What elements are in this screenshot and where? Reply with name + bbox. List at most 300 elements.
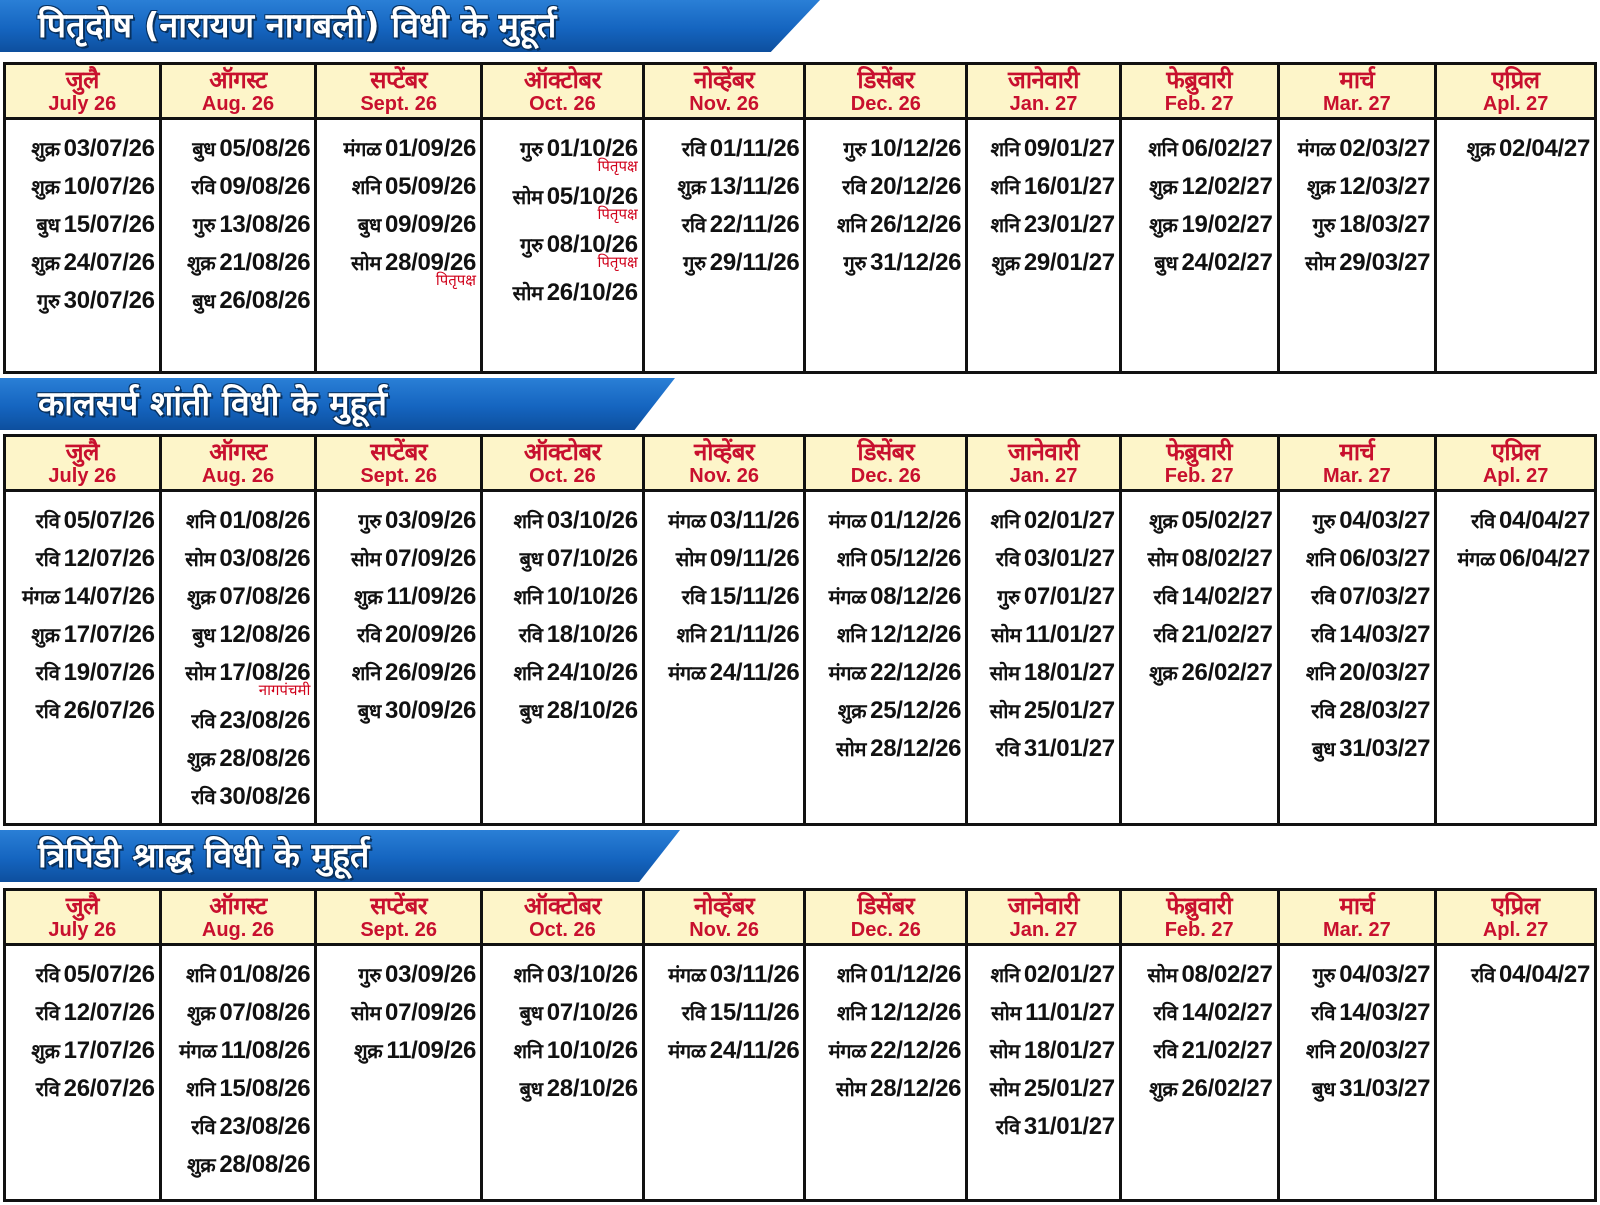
weekday-label: शुक्र <box>353 1039 383 1063</box>
muhurt-date-entry <box>166 282 311 320</box>
weekday-label: मंगळ <box>668 661 706 685</box>
month-name-english: Sept. 26 <box>360 93 438 115</box>
weekday-label: मंगळ <box>22 585 60 609</box>
date-value: 03/11/26 <box>709 961 800 988</box>
date-value: 29/11/26 <box>709 249 800 276</box>
muhurt-date-entry <box>487 1070 638 1108</box>
date-value: 15/11/26 <box>709 999 800 1026</box>
weekday-label: गुरु <box>843 137 867 161</box>
date-value: 18/10/26 <box>546 621 638 648</box>
muhurt-date-entry <box>487 274 638 312</box>
month-header <box>643 890 805 945</box>
weekday-label: सोम <box>350 547 382 571</box>
date-value: 24/02/27 <box>1181 249 1273 276</box>
month-dates-cell <box>805 491 967 825</box>
weekday-label: शनि <box>836 213 867 237</box>
weekday-label: बुध <box>357 699 382 723</box>
weekday-label: रवि <box>1311 585 1336 609</box>
month-name-english: Sept. 26 <box>360 465 438 487</box>
weekday-label: बुध <box>1312 737 1336 761</box>
date-value: 14/02/27 <box>1181 999 1273 1026</box>
date-value: 30/09/26 <box>385 697 477 724</box>
weekday-label: शुक्र <box>31 175 60 199</box>
weekday-label: शनि <box>990 213 1020 237</box>
muhurt-date-entry <box>487 654 638 692</box>
date-value: 11/01/27 <box>1025 621 1115 648</box>
weekday-label: शुक्र <box>677 175 706 199</box>
muhurt-date-entry <box>487 1032 638 1070</box>
weekday-label: मंगळ <box>668 963 706 987</box>
month-header <box>5 64 161 119</box>
muhurt-date-entry <box>810 692 961 730</box>
muhurt-date-entry <box>1126 206 1273 244</box>
muhurt-date-entry <box>1126 616 1273 654</box>
weekday-label: सोम <box>1147 963 1178 987</box>
weekday-label: शनि <box>836 963 867 987</box>
muhurt-date-entry <box>972 654 1115 692</box>
weekday-label: शुक्र <box>991 251 1020 275</box>
date-value: 12/12/26 <box>870 999 962 1026</box>
weekday-label: मंगळ <box>828 585 867 609</box>
date-value: 31/03/27 <box>1339 735 1431 762</box>
weekday-label: सोम <box>989 661 1020 685</box>
date-value: 13/11/26 <box>709 173 800 200</box>
date-note: पितृपक्ष <box>597 205 638 223</box>
date-note: पितृपक्ष <box>435 271 477 289</box>
muhurt-date-entry <box>972 244 1115 282</box>
date-value: 20/03/27 <box>1339 1037 1431 1064</box>
date-value: 22/11/26 <box>709 211 800 238</box>
weekday-label: शनि <box>990 963 1020 987</box>
muhurt-date-entry <box>10 956 155 994</box>
weekday-label: शनि <box>186 963 216 987</box>
weekday-label: सोम <box>989 1077 1020 1101</box>
month-dates-cell <box>1436 491 1596 825</box>
muhurt-date-entry <box>321 616 476 654</box>
muhurt-date-entry <box>166 616 311 654</box>
muhurt-date-entry <box>972 502 1115 540</box>
weekday-label: बुध <box>36 213 60 237</box>
muhurt-date-entry <box>10 1070 155 1108</box>
weekday-label: शुक्र <box>353 585 383 609</box>
month-dates-cell <box>482 491 644 825</box>
weekday-label: शनि <box>186 1077 216 1101</box>
month-header <box>160 436 316 491</box>
muhurt-date-entry <box>972 616 1115 654</box>
date-value: 29/01/27 <box>1023 249 1115 276</box>
month-dates-cell <box>1120 491 1278 825</box>
month-dates-cell <box>805 119 967 373</box>
date-value: 10/10/26 <box>546 1037 638 1064</box>
weekday-label: शुक्र <box>186 747 216 771</box>
date-value: 08/10/26 <box>546 231 638 258</box>
date-note: पितृपक्ष <box>597 157 638 175</box>
date-value: 28/09/26 <box>385 249 477 276</box>
month-header <box>967 436 1121 491</box>
weekday-label: रवि <box>35 699 60 723</box>
month-dates-cell <box>967 491 1121 825</box>
muhurt-date-entry <box>1284 994 1431 1032</box>
month-name-english: Feb. 27 <box>1164 919 1234 941</box>
date-value: 02/03/27 <box>1339 135 1431 162</box>
month-dates-cell <box>160 119 316 373</box>
muhurt-date-entry <box>649 168 800 206</box>
month-dates-cell <box>1120 945 1278 1201</box>
date-value: 24/11/26 <box>709 1037 800 1064</box>
date-value: 14/03/27 <box>1339 999 1431 1026</box>
muhurt-date-entry <box>321 130 476 168</box>
muhurt-date-entry <box>166 578 311 616</box>
month-name-marathi: एप्रिल <box>1491 438 1540 466</box>
muhurt-date-entry <box>1284 244 1431 282</box>
weekday-label: बुध <box>192 137 216 161</box>
section-title: त्रिपिंडी श्राद्ध विधी के मुहूर्त <box>38 836 370 876</box>
weekday-label: सोम <box>836 737 867 761</box>
month-name-english: Nov. 26 <box>689 919 759 941</box>
month-name-english: Nov. 26 <box>689 465 759 487</box>
date-value: 10/12/26 <box>870 135 962 162</box>
muhurt-date-entry <box>321 994 476 1032</box>
month-name-marathi: डिसेंबर <box>857 66 915 94</box>
muhurt-date-entry <box>1284 654 1431 692</box>
weekday-label: शनि <box>513 963 543 987</box>
muhurt-date-entry <box>810 206 961 244</box>
date-value: 15/07/26 <box>63 211 155 238</box>
muhurt-date-entry <box>649 1032 800 1070</box>
month-name-marathi: मार्च <box>1339 66 1375 94</box>
muhurt-date-entry <box>10 1032 155 1070</box>
weekday-label: रवि <box>191 785 216 809</box>
weekday-label: सोम <box>836 1077 867 1101</box>
muhurt-date-entry <box>321 502 476 540</box>
date-value: 20/09/26 <box>385 621 477 648</box>
weekday-label: शुक्र <box>1149 175 1178 199</box>
muhurt-date-entry <box>810 130 961 168</box>
muhurt-date-entry <box>972 1032 1115 1070</box>
muhurt-date-entry <box>487 692 638 730</box>
muhurt-date-entry <box>1126 654 1273 692</box>
date-value: 24/07/26 <box>63 249 155 276</box>
month-dates-cell <box>967 945 1121 1201</box>
date-value: 04/03/27 <box>1339 961 1431 988</box>
section-banner <box>0 0 820 52</box>
date-value: 11/09/26 <box>386 583 477 610</box>
muhurt-date-entry <box>1126 578 1273 616</box>
date-value: 14/03/27 <box>1339 621 1431 648</box>
weekday-label: शुक्र <box>31 137 60 161</box>
date-value: 12/02/27 <box>1181 173 1273 200</box>
month-name-marathi: डिसेंबर <box>857 892 915 920</box>
muhurt-table <box>3 888 1597 1202</box>
month-header-row <box>5 436 1596 491</box>
weekday-label: गुरु <box>37 289 60 313</box>
weekday-label: सोम <box>1147 547 1178 571</box>
date-value: 05/07/26 <box>63 961 155 988</box>
weekday-label: शनि <box>990 509 1020 533</box>
month-header <box>482 436 644 491</box>
muhurt-date-entry <box>321 206 476 244</box>
weekday-label: सोम <box>185 661 216 685</box>
weekday-label: सोम <box>350 1001 382 1025</box>
month-name-marathi: सप्टेंबर <box>370 438 428 466</box>
muhurt-date-entry <box>10 692 155 730</box>
date-value: 25/12/26 <box>870 697 962 724</box>
muhurt-date-entry <box>487 956 638 994</box>
month-name-english: Mar. 27 <box>1322 93 1391 115</box>
month-name-marathi: जुलै <box>65 66 99 94</box>
muhurt-date-entry <box>810 540 961 578</box>
date-value: 01/08/26 <box>219 961 311 988</box>
muhurt-date-entry <box>10 616 155 654</box>
weekday-label: रवि <box>1153 1039 1178 1063</box>
month-header <box>1436 436 1596 491</box>
month-header <box>1278 436 1436 491</box>
date-value: 28/12/26 <box>870 735 962 762</box>
muhurt-date-entry <box>1126 1032 1273 1070</box>
muhurt-date-entry <box>972 168 1115 206</box>
weekday-label: रवि <box>1153 1001 1178 1025</box>
muhurt-date-entry <box>649 994 800 1032</box>
weekday-label: शनि <box>990 137 1020 161</box>
month-dates-cell <box>5 119 161 373</box>
muhurt-date-entry <box>1284 956 1431 994</box>
date-value: 21/08/26 <box>219 249 311 276</box>
month-name-marathi: ऑक्टोबर <box>523 892 601 920</box>
muhurt-date-entry <box>810 730 961 768</box>
muhurt-date-entry <box>649 540 800 578</box>
month-name-english: Feb. 27 <box>1164 93 1234 115</box>
muhurt-date-entry <box>166 206 311 244</box>
muhurt-date-entry <box>1126 168 1273 206</box>
month-name-english: Sept. 26 <box>360 919 438 941</box>
month-dates-cell <box>316 945 482 1201</box>
month-header <box>1278 64 1436 119</box>
month-name-english: Jan. 27 <box>1009 919 1078 941</box>
weekday-label: मंगळ <box>343 137 382 161</box>
date-value: 24/10/26 <box>546 659 638 686</box>
weekday-label: बुध <box>357 213 382 237</box>
month-name-marathi: जानेवारी <box>1008 438 1079 466</box>
muhurt-date-entry <box>972 540 1115 578</box>
weekday-label: सोम <box>512 281 543 305</box>
date-value: 21/11/26 <box>709 621 800 648</box>
muhurt-date-entry <box>810 1032 961 1070</box>
weekday-label: शनि <box>836 547 867 571</box>
muhurt-date-entry <box>810 502 961 540</box>
date-value: 03/10/26 <box>546 507 638 534</box>
date-value: 08/02/27 <box>1181 961 1273 988</box>
month-header <box>482 890 644 945</box>
date-value: 30/08/26 <box>219 783 311 810</box>
date-value: 05/10/26 <box>546 183 638 210</box>
month-dates-cell <box>643 945 805 1201</box>
weekday-label: रवि <box>995 737 1020 761</box>
month-name-marathi: मार्च <box>1339 892 1375 920</box>
muhurt-date-entry <box>1284 730 1431 768</box>
muhurt-date-entry <box>1126 1070 1273 1108</box>
month-header <box>482 64 644 119</box>
weekday-label: बुध <box>519 547 543 571</box>
date-value: 12/03/27 <box>1339 173 1431 200</box>
weekday-label: शुक्र <box>31 623 60 647</box>
weekday-label: रवि <box>1311 623 1336 647</box>
weekday-label: बुध <box>519 1001 543 1025</box>
weekday-label: रवि <box>1311 699 1336 723</box>
date-value: 26/02/27 <box>1181 1075 1273 1102</box>
date-value: 12/12/26 <box>870 621 962 648</box>
weekday-label: सोम <box>675 547 706 571</box>
muhurt-date-entry <box>810 168 961 206</box>
section-banner <box>0 378 675 430</box>
date-value: 28/10/26 <box>546 1075 638 1102</box>
date-value: 07/10/26 <box>546 545 638 572</box>
muhurt-date-entry <box>166 1146 311 1184</box>
date-value: 16/01/27 <box>1023 173 1115 200</box>
muhurt-date-entry <box>649 956 800 994</box>
weekday-label: सोम <box>991 623 1022 647</box>
weekday-label: रवि <box>191 1115 216 1139</box>
muhurt-date-entry <box>1126 502 1273 540</box>
muhurt-date-entry <box>1126 994 1273 1032</box>
date-value: 26/09/26 <box>385 659 477 686</box>
muhurt-date-entry <box>1284 1032 1431 1070</box>
month-dates-cell <box>1436 945 1596 1201</box>
muhurt-date-entry <box>810 244 961 282</box>
month-header <box>643 436 805 491</box>
month-name-marathi: ऑगस्ट <box>209 438 267 466</box>
month-header-row <box>5 890 1596 945</box>
date-value: 22/12/26 <box>870 1037 962 1064</box>
date-value: 05/02/27 <box>1181 507 1273 534</box>
muhurt-date-entry <box>649 616 800 654</box>
muhurt-date-entry <box>166 1108 311 1146</box>
muhurt-date-entry <box>1126 540 1273 578</box>
month-name-marathi: जानेवारी <box>1008 892 1079 920</box>
month-name-english: Jan. 27 <box>1009 465 1078 487</box>
date-value: 07/10/26 <box>546 999 638 1026</box>
muhurt-date-entry <box>10 654 155 692</box>
weekday-label: शनि <box>836 623 867 647</box>
date-value: 04/04/27 <box>1498 507 1590 534</box>
weekday-label: मंगळ <box>179 1039 217 1063</box>
weekday-label: शनि <box>513 585 543 609</box>
weekday-label: रवि <box>1471 509 1495 533</box>
date-value: 05/09/26 <box>385 173 477 200</box>
date-value: 14/02/27 <box>1181 583 1273 610</box>
dates-row <box>5 945 1596 1201</box>
weekday-label: शनि <box>836 1001 867 1025</box>
month-header <box>316 64 482 119</box>
month-header <box>1120 436 1278 491</box>
date-value: 29/03/27 <box>1339 249 1431 276</box>
muhurt-date-entry <box>166 540 311 578</box>
date-value: 30/07/26 <box>63 287 155 314</box>
muhurt-date-entry <box>649 654 800 692</box>
month-name-marathi: नोव्हेंबर <box>693 892 755 920</box>
muhurt-date-entry <box>321 578 476 616</box>
month-dates-cell <box>643 119 805 373</box>
month-name-marathi: फेब्रुवारी <box>1166 892 1233 920</box>
month-name-marathi: एप्रिल <box>1491 66 1540 94</box>
muhurt-date-entry <box>649 130 800 168</box>
muhurt-date-entry <box>10 502 155 540</box>
weekday-label: शनि <box>1148 137 1178 161</box>
muhurt-date-entry <box>10 206 155 244</box>
date-value: 01/11/26 <box>709 135 800 162</box>
weekday-label: शुक्र <box>1149 1077 1178 1101</box>
month-name-english: Dec. 26 <box>850 465 921 487</box>
weekday-label: शुक्र <box>1306 175 1336 199</box>
month-name-marathi: जुलै <box>65 438 99 466</box>
month-header <box>643 64 805 119</box>
weekday-label: मंगळ <box>828 509 867 533</box>
date-value: 03/09/26 <box>385 961 477 988</box>
month-name-english: Nov. 26 <box>689 93 759 115</box>
date-value: 23/08/26 <box>219 707 311 734</box>
muhurt-date-entry <box>10 540 155 578</box>
weekday-label: गुरु <box>520 137 543 161</box>
month-header <box>967 890 1121 945</box>
date-value: 07/01/27 <box>1023 583 1115 610</box>
muhurt-date-entry <box>972 578 1115 616</box>
weekday-label: शुक्र <box>1149 661 1178 685</box>
muhurt-date-entry <box>321 540 476 578</box>
muhurt-date-entry <box>10 130 155 168</box>
date-value: 01/08/26 <box>219 507 311 534</box>
weekday-label: गुरु <box>683 251 706 275</box>
date-value: 23/08/26 <box>219 1113 311 1140</box>
muhurt-date-entry <box>1441 130 1590 168</box>
muhurt-date-entry <box>1284 502 1431 540</box>
date-value: 03/07/26 <box>63 135 155 162</box>
muhurt-date-entry <box>321 956 476 994</box>
month-name-english: July 26 <box>48 919 117 941</box>
date-value: 07/08/26 <box>219 583 311 610</box>
weekday-label: शनि <box>676 623 706 647</box>
date-value: 17/07/26 <box>63 1037 155 1064</box>
muhurt-date-entry <box>166 740 311 778</box>
date-value: 18/01/27 <box>1023 1037 1115 1064</box>
month-name-english: Mar. 27 <box>1322 919 1391 941</box>
month-name-english: Apl. 27 <box>1482 465 1549 487</box>
date-value: 07/08/26 <box>219 999 311 1026</box>
weekday-label: गुरु <box>1312 509 1336 533</box>
weekday-label: रवि <box>35 661 60 685</box>
weekday-label: गुरु <box>843 251 867 275</box>
weekday-label: रवि <box>35 547 60 571</box>
date-value: 11/01/27 <box>1025 999 1115 1026</box>
date-value: 05/07/26 <box>63 507 155 534</box>
month-header <box>1120 890 1278 945</box>
month-dates-cell <box>5 491 161 825</box>
muhurt-date-entry <box>166 1032 311 1070</box>
month-header <box>316 436 482 491</box>
date-note: नागपंचमी <box>258 681 311 699</box>
date-value: 26/07/26 <box>63 697 155 724</box>
date-value: 07/09/26 <box>385 545 477 572</box>
muhurt-date-entry <box>487 540 638 578</box>
muhurt-date-entry <box>10 244 155 282</box>
muhurt-date-entry <box>1284 692 1431 730</box>
date-value: 22/12/26 <box>870 659 962 686</box>
date-value: 25/01/27 <box>1023 1075 1115 1102</box>
weekday-label: शुक्र <box>837 699 867 723</box>
date-value: 15/11/26 <box>709 583 800 610</box>
muhurt-date-entry <box>321 168 476 206</box>
month-header <box>160 64 316 119</box>
month-name-marathi: नोव्हेंबर <box>693 66 755 94</box>
date-value: 11/09/26 <box>386 1037 477 1064</box>
